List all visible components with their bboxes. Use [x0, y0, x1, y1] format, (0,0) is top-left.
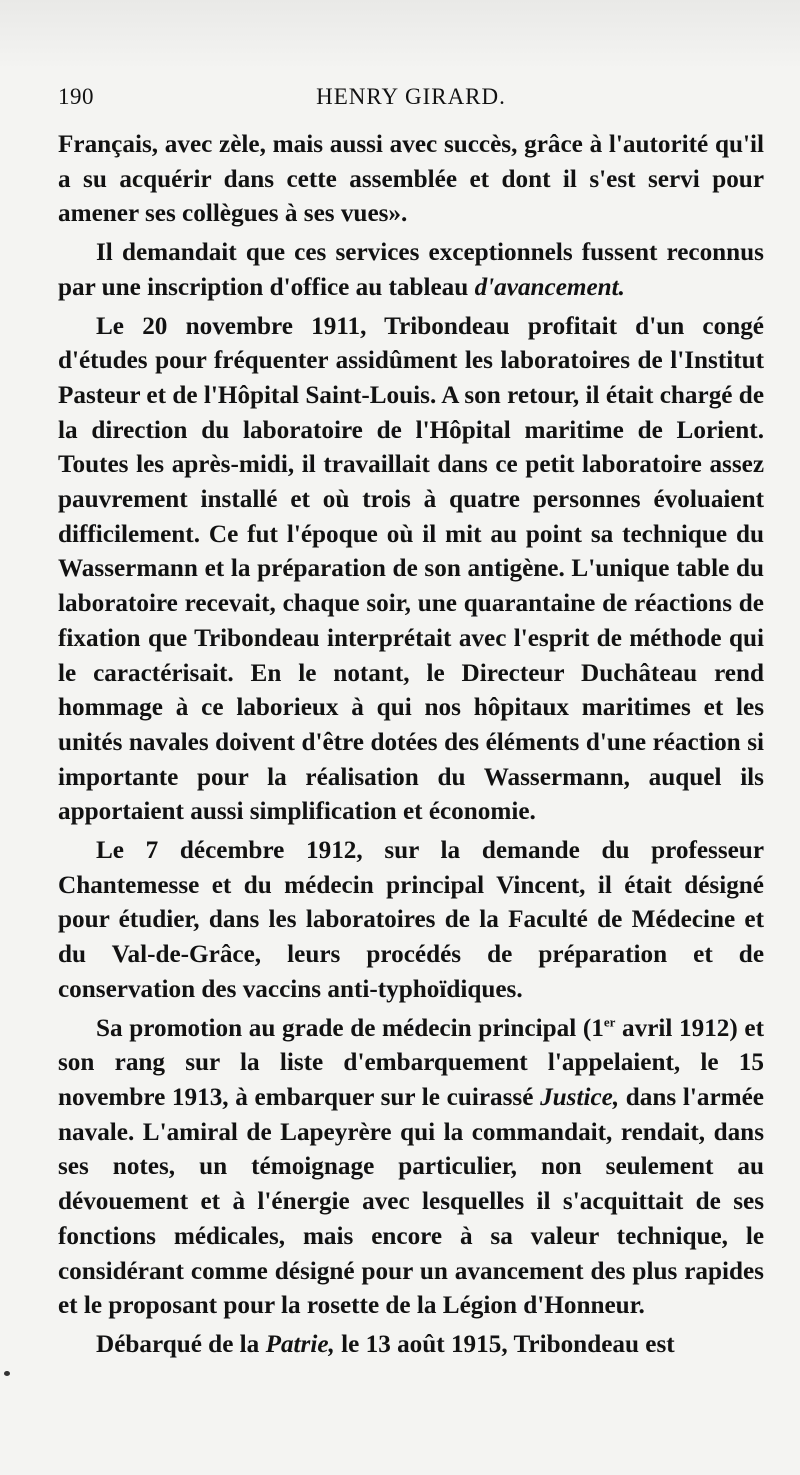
- italic-text: Justice,: [540, 1083, 620, 1111]
- paragraph: [58, 310, 764, 831]
- paragraph-text: Il demandait que ces services exceptionnels fussent reconnus par une inscription d'office au tableau: [58, 239, 764, 301]
- paragraph-text: Le 7 décembre 1912, sur la demande du professeur Chantemesse et du médecin principal Vincent, il était désigné pour étudier, dans les laboratoires de la Faculté de Médecine et du Val-de-Grâce, leurs procédés de préparation et de conservation des vaccins anti-typhoïdiques.: [58, 837, 764, 1003]
- paragraph-text: dans l'armée navale. L'amiral de Lapeyrère qui la commandait, rendait, dans ses notes, un témoignage particulier, non seulement au dévouement et à l'énergie avec lesquelles il s'acquittait de ses fonctions médicales, mais encore à sa valeur technique, le considérant comme désigné pour un avancement des plus rapides et le proposant pour la rosette de la Légion d'Honneur.: [58, 1083, 764, 1320]
- paragraph: [58, 128, 764, 232]
- italic-text: d'avancement.: [474, 273, 625, 301]
- paragraph: [58, 236, 764, 305]
- superscript-text: er: [603, 1014, 616, 1030]
- paragraph: [58, 1012, 764, 1324]
- page-number: 190: [58, 84, 94, 109]
- italic-text: Patrie,: [265, 1330, 335, 1358]
- page-top-shading: [0, 0, 800, 70]
- paragraph: [58, 834, 764, 1008]
- paragraph-text: Français, avec zèle, mais aussi avec succès, grâce à l'autorité qu'il a su acquérir dans cette assemblée et dont il s'est servi pour amener ses collègues à ses vues».: [58, 131, 764, 228]
- paragraph-text: Sa promotion au grade de médecin principal (1: [96, 1014, 604, 1042]
- paragraph-text: avril 1912) et son rang sur la liste d'embarquement l'appelaient, le 15 novembre 1913, à embarquer sur le cuirassé: [58, 1014, 764, 1111]
- paragraph-text: Débarqué de la: [96, 1330, 266, 1358]
- running-title: HENRY GIRARD.: [316, 84, 506, 109]
- body-text: [58, 128, 764, 1363]
- paragraph-text: Le 20 novembre 1911, Tribondeau profitait d'un congé d'études pour fréquenter assidûment les laboratoires de l'Institut Pasteur et de l'Hôpital Saint-Louis. A son retour, il était chargé de la direction du laboratoire de l'Hôpital maritime de Lorient. Toutes les après-midi, il travaillait dans ce petit laboratoire assez pauvrement installé et où trois à quatre personnes évoluaient difficilement. Ce fut l'époque où il mit au point sa technique du Wassermann et la préparation de son antigène. L'unique table du laboratoire recevait, chaque soir, une quarantaine de réactions de fixation que Tribondeau interprétait avec l'esprit de méthode qui le caractérisait. En le notant, le Directeur Duchâteau rend hommage à ce laborieux à qui nos hôpitaux maritimes et les unités navales doivent d'être dotées des éléments d'une réaction si importante pour la réalisation du Wassermann, auquel ils apportaient aussi simplification et économie.: [58, 312, 764, 826]
- paragraph: [58, 1328, 764, 1363]
- paragraph-text: le 13 août 1915, Tribondeau est: [334, 1330, 675, 1358]
- book-page: [58, 84, 764, 1367]
- running-head: [58, 84, 764, 128]
- margin-ink-speck: [4, 1371, 10, 1376]
